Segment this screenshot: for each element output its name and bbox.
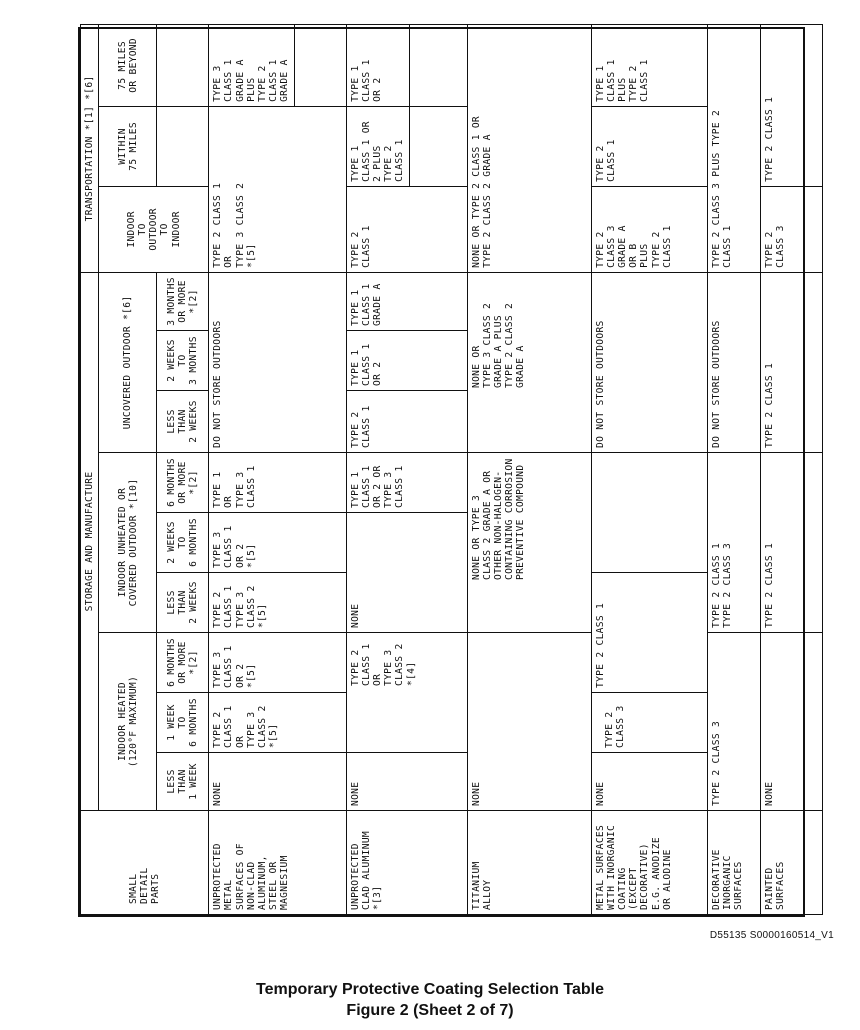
uo-sub-header: 3 MONTHS OR MORE *[2]	[157, 272, 209, 330]
table-cell: NONE	[467, 633, 591, 811]
table-cell: TYPE 2 CLASS 3 PLUS TYPE 2 CLASS 1	[707, 24, 760, 272]
ih-sub-header: 1 WEEK TO 6 MONTHS	[157, 693, 209, 753]
transport-indoor-header: INDOOR TO OUTDOOR TO INDOOR	[99, 186, 209, 272]
table-cell: TYPE 2 CLASS 1 OR TYPE 3 CLASS 2 *[5]	[209, 106, 346, 272]
document-id: D55135 S0000160514_V1	[709, 930, 834, 941]
ih-sub-header: 6 MONTHS OR MORE *[2]	[157, 633, 209, 693]
table-cell: TYPE 2 CLASS 1	[591, 106, 707, 186]
table-cell: TYPE 1 CLASS 1 PLUS TYPE 2 CLASS 1	[591, 24, 707, 106]
table-cell: TYPE 2 CLASS 1	[346, 186, 467, 272]
transport-beyond-header: 75 MILES OR BEYOND	[99, 24, 157, 106]
table-cell: TYPE 2 CLASS 1 TYPE 2 CLASS 3	[707, 453, 760, 633]
table-cell: TYPE 2 CLASS 3	[591, 693, 707, 753]
table-cell: NONE OR TYPE 2 CLASS 1 OR TYPE 2 CLASS 2 GRADE A	[467, 24, 591, 272]
transport-within-header: WITHIN 75 MILES	[99, 106, 157, 186]
beyond-spacer	[157, 24, 209, 106]
table-cell: DO NOT STORE OUTDOORS	[209, 272, 346, 452]
table-cell: TYPE 1 CLASS 1 OR 2 OR TYPE 3 CLASS 1	[346, 453, 467, 513]
table-cell: TYPE 2 CLASS 1	[591, 573, 707, 693]
row-label: TITANIUM ALLOY	[467, 811, 591, 915]
uo-sub-header: LESS THAN 2 WEEKS	[157, 391, 209, 453]
table-cell: TYPE 2 CLASS 1	[760, 453, 822, 633]
table-cell: TYPE 1 CLASS 1 OR 2	[346, 24, 409, 106]
table-cell: TYPE 2 CLASS 1 TYPE 3 CLASS 2 *[5]	[209, 573, 346, 633]
transport-header: TRANSPORTATION *[1] *[6]	[81, 24, 99, 272]
ih-sub-header: LESS THAN 1 WEEK	[157, 753, 209, 811]
table-cell: NONE OR TYPE 3 CLASS 2 GRADE A OR OTHER NON-HALOGEN- CONTAINING CORROSION PREVENTIVE COMPOUND	[467, 453, 591, 633]
figure-title: Temporary Protective Coating Selection Table	[256, 981, 604, 998]
iu-sub-header: LESS THAN 2 WEEKS	[157, 573, 209, 633]
table-cell: TYPE 2 CLASS 1	[346, 391, 467, 453]
row-label: PAINTED SURFACES	[760, 811, 822, 915]
table-cell: TYPE 1 CLASS 1 OR 2	[346, 331, 467, 391]
row-label: UNPROTECTED METAL SURFACES OF NON-CLAD ALUMINUM, STEEL OR MAGNESIUM	[209, 811, 346, 915]
table-cell: NONE	[346, 513, 467, 633]
table-cell: TYPE 3 CLASS 1 OR 2 *[5]	[209, 633, 346, 693]
table-cell: TYPE 2 CLASS 1 OR TYPE 3 CLASS 2 *[5]	[209, 693, 346, 753]
table-cell: TYPE 2 CLASS 3 GRADE A OR B PLUS TYPE 2 CLASS 1	[591, 186, 707, 272]
iu-sub-header: 6 MONTHS OR MORE *[2]	[157, 453, 209, 513]
indoor-unheated-header: INDOOR UNHEATED OR COVERED OUTDOOR *[10]	[99, 453, 157, 633]
table-cell: TYPE 1 CLASS 1 OR 2 PLUS TYPE 2 CLASS 1	[346, 106, 409, 186]
row-label: DECORATIVE INORGANIC SURFACES	[707, 811, 760, 915]
within-spacer	[157, 106, 209, 186]
corner-header: SMALL DETAIL PARTS	[81, 811, 209, 915]
table-cell: NONE OR TYPE 3 CLASS 2 GRADE A PLUS TYPE 2 CLASS 2 GRADE A	[467, 272, 591, 452]
table-cell: TYPE 2 CLASS 1	[760, 272, 822, 452]
row-label: UNPROTECTED CLAD ALUMINUM *[3]	[346, 811, 467, 915]
table-cell: TYPE 3 CLASS 1 GRADE A PLUS TYPE 2 CLASS 1 GRADE A	[209, 24, 294, 106]
iu-sub-header: 2 WEEKS TO 6 MONTHS	[157, 513, 209, 573]
table-grid	[80, 24, 823, 915]
storage-header: STORAGE AND MANUFACTURE	[81, 272, 99, 810]
table-cell: TYPE 2 CLASS 1	[760, 24, 822, 186]
table-cell: DO NOT STORE OUTDOORS	[707, 272, 760, 452]
table-cell: NONE	[209, 753, 346, 811]
table-cell: NONE	[591, 753, 707, 811]
indoor-heated-header: INDOOR HEATED (120°F MAXIMUM)	[99, 633, 157, 811]
uncovered-outdoor-header: UNCOVERED OUTDOOR *[6]	[99, 272, 157, 452]
table-cell: TYPE 2 CLASS 3	[760, 186, 822, 272]
figure-number: Figure 2 (Sheet 2 of 7)	[346, 1002, 514, 1019]
table-cell: NONE	[760, 633, 822, 811]
table-cell: NONE	[346, 753, 467, 811]
table-cell: TYPE 1 CLASS 1 GRADE A	[346, 272, 467, 330]
table-cell	[409, 106, 467, 186]
coating-selection-table	[78, 27, 805, 917]
row-label: METAL SURFACES WITH INORGANIC COATING (EXCEPT DECORATIVE) E.G. ANODIZE OR ALODINE	[591, 811, 707, 915]
table-cell	[294, 24, 346, 106]
table-cell	[409, 24, 467, 106]
table-cell: TYPE 2 CLASS 3	[707, 633, 760, 811]
table-cell: DO NOT STORE OUTDOORS	[591, 272, 707, 452]
table-cell: TYPE 2 CLASS 1 OR TYPE 3 CLASS 2 *[4]	[346, 633, 467, 753]
table-cell	[591, 453, 707, 573]
uo-sub-header: 2 WEEKS TO 3 MONTHS	[157, 331, 209, 391]
table-cell: TYPE 3 CLASS 1 OR 2 *[5]	[209, 513, 346, 573]
table-cell: TYPE 1 OR TYPE 3 CLASS 1	[209, 453, 346, 513]
